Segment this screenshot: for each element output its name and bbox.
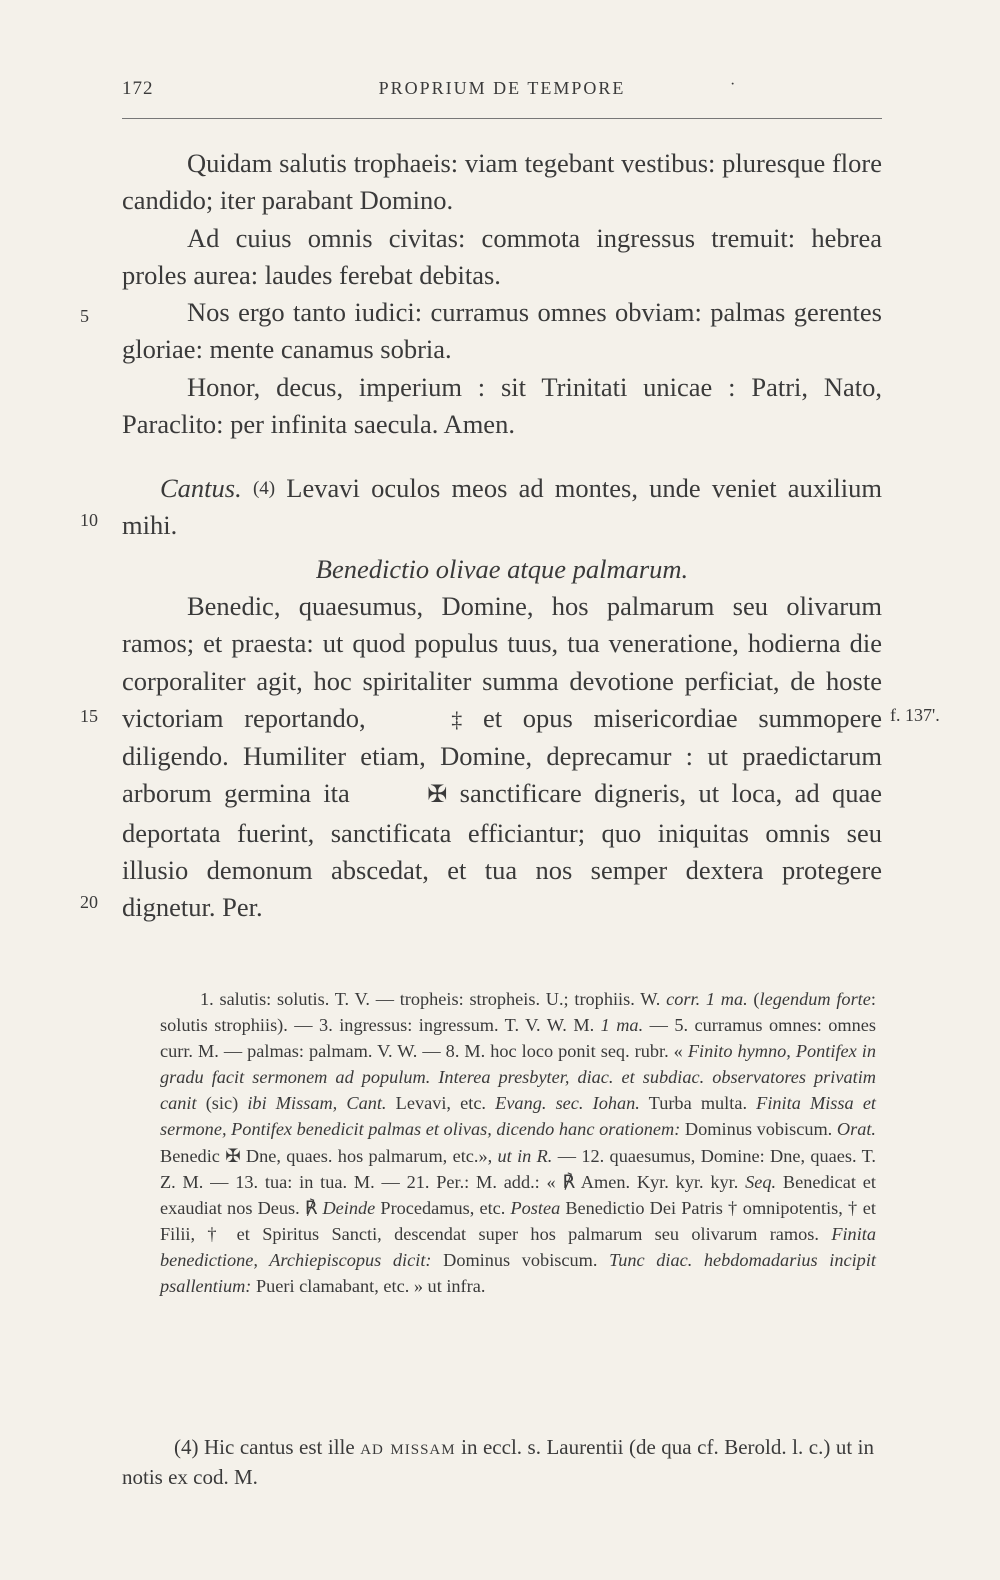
line-number: 10 <box>80 510 98 530</box>
cantus-text: Levavi oculos meos ad montes, unde veniet auxilium mihi. <box>122 473 883 541</box>
hymn-stanza: Quidam salutis trophaeis: viam tegebant vestibus: pluresque flore candido; iter parabant Domino. <box>122 148 882 216</box>
footnote-smallcaps: ad missam <box>360 1435 456 1459</box>
hymn-text <box>122 145 882 443</box>
note-segment: — 12. quaesumus, Domine: Dne, quaes. T. Z. M. — 13. tua: in tua. M. — 21. Per.: M. add.: « ℟ Amen. Kyr. kyr. kyr. <box>160 1145 876 1192</box>
note-segment: Finita benedictione, Archiepiscopus dicit: <box>160 1223 876 1270</box>
footnote <box>122 1432 874 1492</box>
note-segment: Orat. <box>836 1119 876 1140</box>
line-number: 20 <box>80 892 98 912</box>
note-segment: Turba multa. <box>639 1093 757 1114</box>
benedictio-part-2: et opus misericordiae summopere diligendo. Humiliter etiam, Domine, deprecamur : ut praedictarum arborum germina ita <box>122 702 882 809</box>
cross-icon: ✠ <box>427 782 448 809</box>
note-segment: Postea <box>510 1197 561 1218</box>
note-reference: (4) <box>252 478 276 499</box>
note-segment: Seq. <box>745 1171 777 1192</box>
note-segment: Procedamus, etc. <box>375 1197 511 1218</box>
note-segment: legendum forte <box>759 989 871 1009</box>
note-segment: Dominus vobiscum. <box>431 1249 610 1270</box>
header-rule <box>122 118 882 119</box>
dagger-icon: ‡ <box>451 706 463 732</box>
note-segment: Pueri clamabant, etc. » ut infra. <box>251 1276 486 1297</box>
cantus-paragraph <box>122 470 882 545</box>
page-number: 172 <box>122 78 154 99</box>
note-segment: Benedicat et exaudiat nos Deus. ℟ <box>160 1171 876 1218</box>
critical-apparatus <box>160 986 876 1299</box>
note-segment: Finita Missa et sermone, Pontifex benedicit palmas et olivas, dicendo hanc orationem: <box>160 1093 877 1140</box>
note-segment: Evang. sec. Iohan. <box>495 1093 640 1114</box>
folio-reference: f. 137'. <box>890 705 940 725</box>
note-segment: Dominus vobiscum. <box>680 1119 837 1140</box>
benedictio-title: Benedictio olivae atque palmarum. <box>315 554 689 584</box>
line-number: 15 <box>80 706 98 726</box>
note-segment: : solutis strophiis). — 3. ingressus: ingressum. T. V. W. M. <box>160 989 876 1036</box>
note-segment: Deinde <box>322 1197 376 1218</box>
running-title: PROPRIUM DE TEMPORE <box>378 78 626 98</box>
benedictio-part-3: sanctificare digneris, ut loca, ad quae deportata fuerint, sanctificata efficiantur; quo iniquitas omnis seu illusio demonum abscedat, et tua nos semper dextera protegere dignetur. Per. <box>122 778 883 923</box>
footnote-part-1: (4) Hic cantus est ille <box>174 1435 355 1459</box>
note-segment: ibi Missam, Cant. <box>247 1093 387 1114</box>
line-number: 5 <box>80 306 89 326</box>
note-segment: corr. 1 ma. <box>666 989 748 1009</box>
note-segment: ut in R. <box>497 1145 553 1166</box>
note-segment: Benedictio Dei Patris † omnipotentis, † et Filii, † et Spiritus Sancti, descendat super hos palmarum seu olivarum ramos. <box>160 1197 876 1244</box>
note-segment: Levavi, etc. <box>386 1093 496 1114</box>
hymn-stanza: Honor, decus, imperium : sit Trinitati unicae : Patri, Nato, Paraclito: per infinita saecula. Amen. <box>122 371 882 440</box>
footnote-part-2: in eccl. s. Laurentii (de qua cf. Berold. l. c.) ut in notis ex cod. M. <box>122 1435 875 1489</box>
header-dot: · <box>730 76 736 93</box>
note-segment: — 5. curramus omnes: omnes curr. M. — palmas: palmam. V. W. — 8. M. hoc loco ponit seq. rubr. « <box>160 1015 876 1062</box>
cantus-label: Cantus. <box>160 473 242 503</box>
note-segment: 1. salutis: solutis. T. V. — tropheis: stropheis. U.; trophiis. W. <box>200 989 667 1009</box>
note-segment: 1 ma. <box>600 1015 644 1036</box>
hymn-stanza: Nos ergo tanto iudici: curramus omnes obviam: palmas gerentes gloriae: mente canamus sobria. <box>122 297 882 365</box>
note-segment: Benedic ✠ Dne, quaes. hos palmarum, etc.», <box>160 1145 498 1166</box>
benedictio-part-1: Benedic, quaesumus, Domine, hos palmarum seu olivarum ramos; et praesta: ut quod populus tuus, tua veneratione, hodierna die corporaliter agit, hoc spiritaliter summa devotione perficiat, de hoste victoriam reportando, <box>122 591 882 733</box>
page-header <box>122 78 882 106</box>
note-segment: (sic) <box>196 1093 248 1114</box>
note-segment: Finito hymno, Pontifex in gradu facit sermonem ad populum. Interea presbyter, diac. et subdiac. observatores privatim canit <box>160 1041 876 1114</box>
note-segment: Tunc diac. hebdomadarius incipit psallentium: <box>160 1249 876 1297</box>
hymn-stanza: Ad cuius omnis civitas: commota ingressus tremuit: hebrea proles aurea: laudes ferebat debitas. <box>122 222 882 290</box>
note-segment: ( <box>747 989 760 1009</box>
benedictio-text <box>122 588 882 927</box>
